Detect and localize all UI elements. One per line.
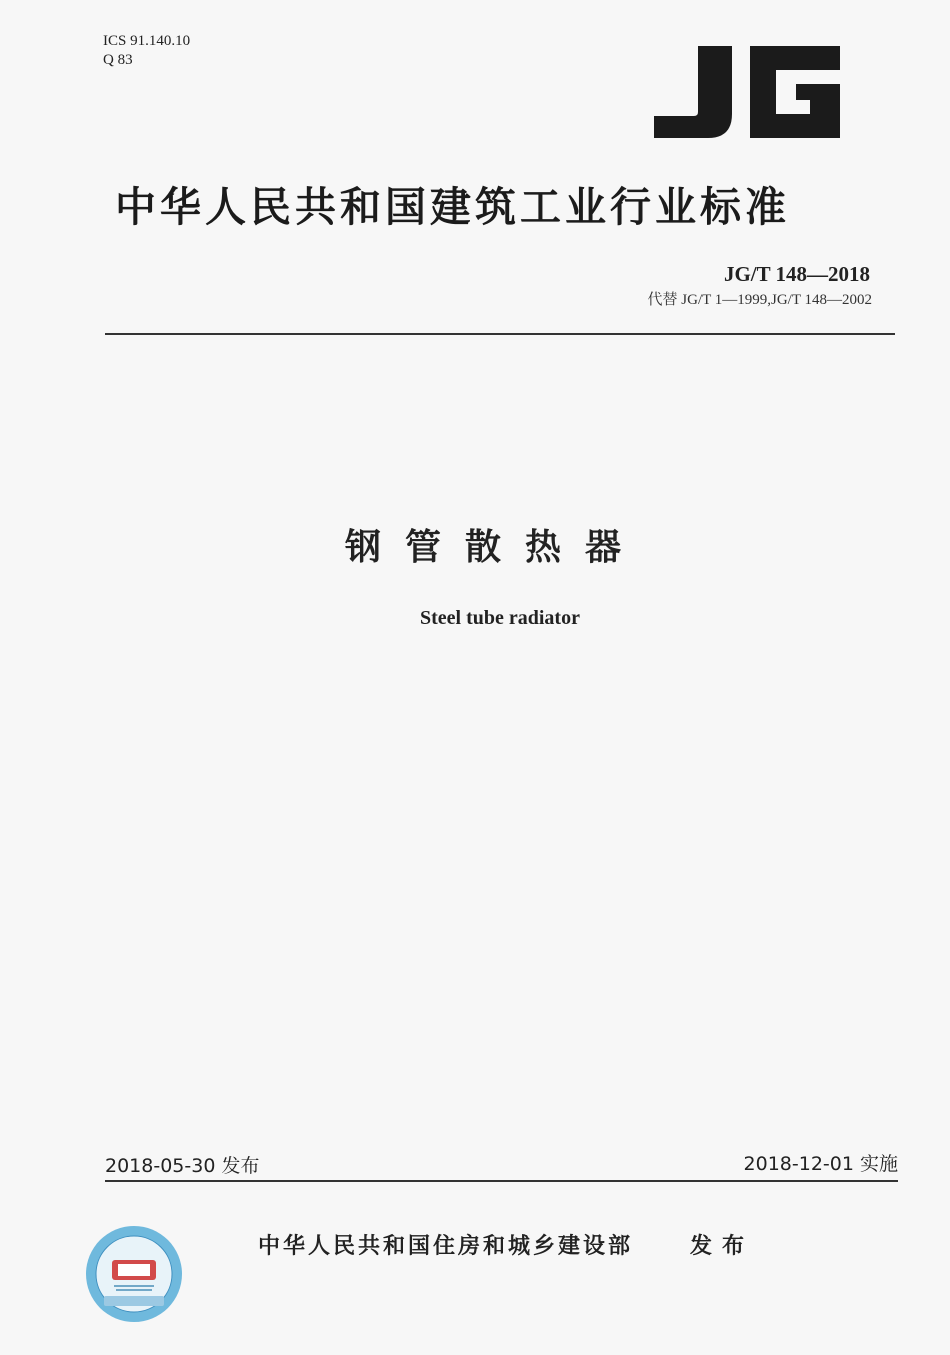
standard-category-title: 中华人民共和国建筑工业行业标准	[115, 183, 790, 231]
ics-code: ICS 91.140.10	[103, 33, 191, 49]
footer-divider	[105, 1180, 898, 1182]
standard-code: JG/T 148—2018	[723, 262, 870, 286]
publisher-name: 中华人民共和国住房和城乡建设部	[258, 1234, 634, 1259]
anti-counterfeit-seal-icon	[84, 1224, 184, 1324]
ccs-code: Q 83	[103, 52, 133, 68]
document-title-en: Steel tube radiator	[420, 607, 580, 629]
publish-label: 发布	[690, 1234, 755, 1259]
implementation-date: 2018-12-01 实施	[743, 1153, 898, 1175]
replaces-standards: 代替 JG/T 1—1999,JG/T 148—2002	[647, 292, 872, 308]
document-title-cn: 钢管散热器	[344, 527, 645, 568]
issue-date: 2018-05-30 发布	[105, 1155, 260, 1177]
jg-logo	[650, 42, 845, 142]
classification-codes	[103, 32, 190, 70]
header-divider	[105, 333, 895, 335]
